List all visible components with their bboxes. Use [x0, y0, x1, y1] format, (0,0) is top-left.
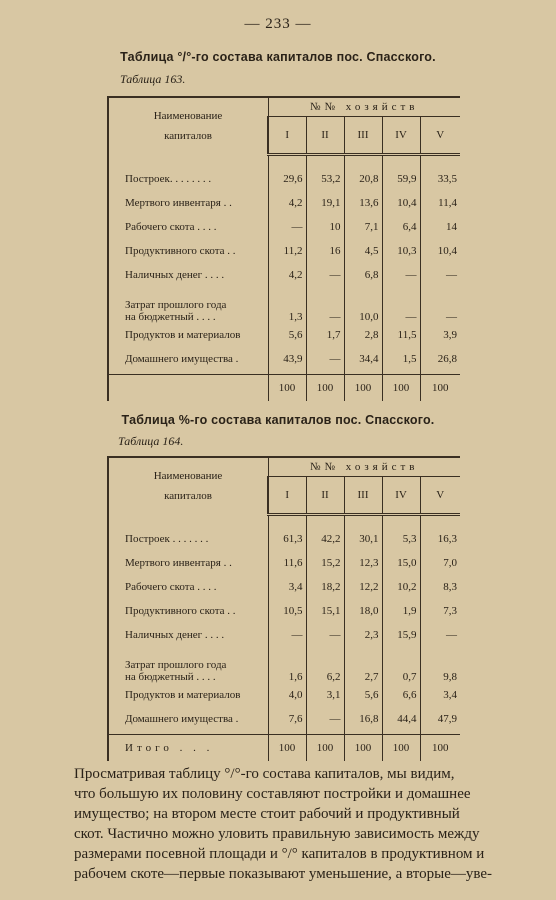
- value-cell: 5,6: [268, 323, 306, 347]
- column-header: IV: [382, 477, 420, 515]
- total-cell: 100: [420, 375, 460, 401]
- value-cell: 20,8: [344, 167, 382, 191]
- value-cell: 1,6: [268, 647, 306, 683]
- table-163-label: Таблица 163.: [120, 72, 186, 86]
- row-label: Мертвого инвентаря . .: [108, 191, 268, 215]
- total-cell: 100: [344, 735, 382, 761]
- value-cell: —: [382, 287, 420, 323]
- value-cell: 11,6: [268, 551, 306, 575]
- value-cell: 7,1: [344, 215, 382, 239]
- value-cell: 18,0: [344, 599, 382, 623]
- row-label: Построек . . . . . . .: [108, 527, 268, 551]
- total-cell: 100: [306, 375, 344, 401]
- table-164-label: Таблица 164.: [118, 434, 184, 448]
- spacer-cell: [306, 515, 344, 527]
- spacer-cell: [108, 515, 268, 527]
- value-cell: 10,4: [382, 191, 420, 215]
- value-cell: 4,2: [268, 191, 306, 215]
- value-cell: 10: [306, 215, 344, 239]
- value-cell: 2,3: [344, 623, 382, 647]
- row-label: Рабочего скота . . . .: [108, 575, 268, 599]
- value-cell: 33,5: [420, 167, 460, 191]
- value-cell: 6,6: [382, 683, 420, 707]
- spacer-cell: [344, 515, 382, 527]
- row-label: Домашнего имущества .: [108, 707, 268, 731]
- value-cell: 18,2: [306, 575, 344, 599]
- value-cell: 16,3: [420, 527, 460, 551]
- column-header: II: [306, 477, 344, 515]
- row-label: Продуктов и материалов: [108, 323, 268, 347]
- value-cell: 6,8: [344, 263, 382, 287]
- row-label: Продуктов и материалов: [108, 683, 268, 707]
- value-cell: —: [420, 263, 460, 287]
- table-row: [108, 287, 460, 323]
- value-cell: 61,3: [268, 527, 306, 551]
- total-cell: 100: [344, 375, 382, 401]
- total-label: [108, 375, 268, 401]
- value-cell: —: [268, 623, 306, 647]
- value-cell: 11,2: [268, 239, 306, 263]
- value-cell: 10,4: [420, 239, 460, 263]
- name-column-header: Наименование капиталов: [108, 457, 268, 515]
- page-number: — 233 —: [244, 16, 312, 32]
- value-cell: 42,2: [306, 527, 344, 551]
- row-label: Продуктивного скота . .: [108, 239, 268, 263]
- column-header: III: [344, 477, 382, 515]
- row-label: Затрат прошлого года на бюджетный . . . .: [108, 287, 268, 323]
- value-cell: 2,7: [344, 647, 382, 683]
- row-label: Продуктивного скота . .: [108, 599, 268, 623]
- total-cell: 100: [382, 735, 420, 761]
- spacer-cell: [382, 155, 420, 167]
- table-row: [108, 683, 460, 707]
- column-header: V: [420, 477, 460, 515]
- table-row: [108, 551, 460, 575]
- value-cell: 4,0: [268, 683, 306, 707]
- value-cell: 9,8: [420, 647, 460, 683]
- value-cell: 44,4: [382, 707, 420, 731]
- value-cell: 15,0: [382, 551, 420, 575]
- column-header: I: [268, 117, 306, 155]
- spacer-cell: [420, 515, 460, 527]
- paragraph-line: рабочем скоте—первые показывают уменьшение, а вторые—уве-: [74, 866, 493, 882]
- spacer-cell: [382, 515, 420, 527]
- value-cell: 1,7: [306, 323, 344, 347]
- value-cell: 6,2: [306, 647, 344, 683]
- value-cell: —: [306, 263, 344, 287]
- spacer-cell: [306, 155, 344, 167]
- value-cell: 12,3: [344, 551, 382, 575]
- value-cell: 30,1: [344, 527, 382, 551]
- value-cell: 7,6: [268, 707, 306, 731]
- row-label: Затрат прошлого года на бюджетный . . . .: [108, 647, 268, 683]
- value-cell: 3,4: [268, 575, 306, 599]
- column-header: II: [306, 117, 344, 155]
- value-cell: —: [306, 347, 344, 371]
- paragraph-line: Просматривая таблицу °/°-го состава капиталов, мы видим,: [74, 766, 455, 782]
- value-cell: 26,8: [420, 347, 460, 371]
- spacer-cell: [420, 155, 460, 167]
- row-label: Рабочего скота . . . .: [108, 215, 268, 239]
- value-cell: —: [306, 287, 344, 323]
- value-cell: 11,5: [382, 323, 420, 347]
- column-header: I: [268, 477, 306, 515]
- paragraph-line: размерами посевной площади и °/° капиталов в продуктивном и: [74, 846, 485, 862]
- value-cell: 5,3: [382, 527, 420, 551]
- row-label: Наличных денег . . . .: [108, 623, 268, 647]
- households-header: №№ хозяйств: [268, 97, 460, 117]
- value-cell: 3,4: [420, 683, 460, 707]
- row-label: Построек. . . . . . . .: [108, 167, 268, 191]
- value-cell: —: [382, 263, 420, 287]
- table-row: [108, 215, 460, 239]
- value-cell: 1,9: [382, 599, 420, 623]
- value-cell: 13,6: [344, 191, 382, 215]
- value-cell: 16,8: [344, 707, 382, 731]
- value-cell: 4,2: [268, 263, 306, 287]
- value-cell: —: [420, 287, 460, 323]
- value-cell: 15,9: [382, 623, 420, 647]
- table-163-title: Таблица °/°-го состава капиталов пос. Спасского.: [120, 50, 436, 64]
- table-row: [108, 167, 460, 191]
- value-cell: —: [306, 623, 344, 647]
- table-row: [108, 263, 460, 287]
- value-cell: 34,4: [344, 347, 382, 371]
- table-row: [108, 575, 460, 599]
- table-164: [107, 456, 460, 761]
- value-cell: 11,4: [420, 191, 460, 215]
- total-cell: 100: [268, 375, 306, 401]
- row-label: Домашнего имущества .: [108, 347, 268, 371]
- value-cell: —: [306, 707, 344, 731]
- total-cell: 100: [268, 735, 306, 761]
- column-header: IV: [382, 117, 420, 155]
- table-row: [108, 323, 460, 347]
- table-164-title: Таблица %-го состава капиталов пос. Спасского.: [121, 413, 435, 427]
- value-cell: 3,1: [306, 683, 344, 707]
- table-row: [108, 347, 460, 371]
- table-row: [108, 527, 460, 551]
- value-cell: 10,2: [382, 575, 420, 599]
- value-cell: 1,5: [382, 347, 420, 371]
- total-cell: 100: [382, 375, 420, 401]
- value-cell: 47,9: [420, 707, 460, 731]
- value-cell: 43,9: [268, 347, 306, 371]
- spacer-cell: [268, 515, 306, 527]
- table-row: [108, 623, 460, 647]
- value-cell: 0,7: [382, 647, 420, 683]
- total-cell: 100: [420, 735, 460, 761]
- column-header: III: [344, 117, 382, 155]
- row-label: Наличных денег . . . .: [108, 263, 268, 287]
- value-cell: 14: [420, 215, 460, 239]
- value-cell: 2,8: [344, 323, 382, 347]
- value-cell: 6,4: [382, 215, 420, 239]
- row-label: Мертвого инвентаря . .: [108, 551, 268, 575]
- value-cell: —: [420, 623, 460, 647]
- paragraph-line: скот. Частично можно уловить правильную зависимость между: [74, 826, 480, 842]
- value-cell: 16: [306, 239, 344, 263]
- value-cell: 7,0: [420, 551, 460, 575]
- total-label: Итого . . .: [108, 735, 268, 761]
- spacer-cell: [344, 155, 382, 167]
- table-row: [108, 707, 460, 731]
- value-cell: 15,1: [306, 599, 344, 623]
- paragraph-line: что большую их половину составляют постройки и домашнее: [74, 786, 471, 802]
- households-header: №№ хозяйств: [268, 457, 460, 477]
- value-cell: 59,9: [382, 167, 420, 191]
- value-cell: 29,6: [268, 167, 306, 191]
- body-paragraph: [74, 764, 536, 884]
- spacer-cell: [108, 155, 268, 167]
- table-163: [107, 96, 460, 401]
- paragraph-line: имущество; на втором месте стоит рабочий и продуктивный: [74, 806, 460, 822]
- total-cell: 100: [306, 735, 344, 761]
- value-cell: 5,6: [344, 683, 382, 707]
- value-cell: 3,9: [420, 323, 460, 347]
- value-cell: 7,3: [420, 599, 460, 623]
- value-cell: 53,2: [306, 167, 344, 191]
- value-cell: 19,1: [306, 191, 344, 215]
- name-column-header: Наименование капиталов: [108, 97, 268, 155]
- table-row: [108, 239, 460, 263]
- value-cell: 1,3: [268, 287, 306, 323]
- value-cell: 8,3: [420, 575, 460, 599]
- table-row: [108, 599, 460, 623]
- table-row: [108, 191, 460, 215]
- value-cell: 4,5: [344, 239, 382, 263]
- column-header: V: [420, 117, 460, 155]
- spacer-cell: [268, 155, 306, 167]
- value-cell: —: [268, 215, 306, 239]
- value-cell: 12,2: [344, 575, 382, 599]
- value-cell: 10,5: [268, 599, 306, 623]
- value-cell: 10,0: [344, 287, 382, 323]
- table-row: [108, 647, 460, 683]
- value-cell: 15,2: [306, 551, 344, 575]
- value-cell: 10,3: [382, 239, 420, 263]
